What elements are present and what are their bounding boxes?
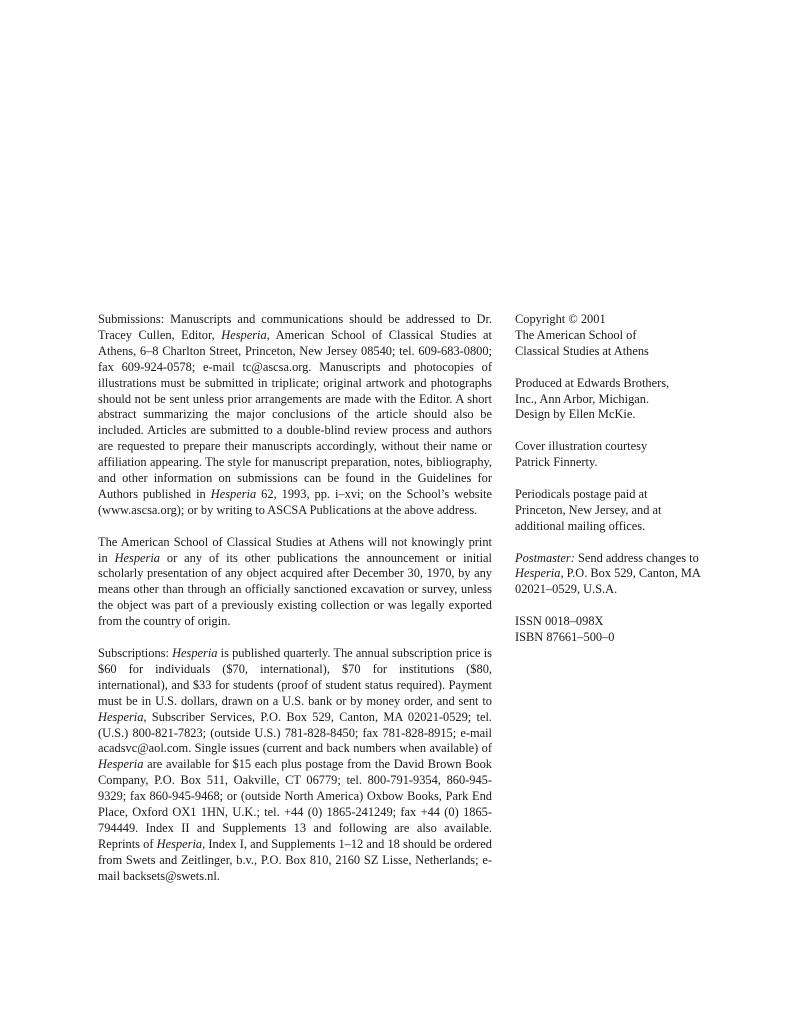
production-line: Inc., Ann Arbor, Michigan. <box>515 391 650 406</box>
italic-title-text: Hesperia <box>172 646 218 660</box>
isbn-line: ISBN 87661–500–0 <box>515 630 615 645</box>
postage-line: Periodicals postage paid at <box>515 486 648 501</box>
text-run: are available for $15 each plus postage from the David Brown Book Company, P.O. Box 511, Oakville, CT 06779; tel. 800-791-9354, 860-945-9329; fax 860-945-9468; or (outside North America) Oxbow Books, Park End Place, Oxford OX1 1HN, U.K.; tel. +44 (0) 1865-241249; fax +44 (0) 1865-794449. Index II and Supplements 13 and following are also available. Reprints of <box>98 757 492 851</box>
issn-isbn-block <box>515 614 715 646</box>
text-run: or any of its other publications the announcement or initial scholarly presentation of any object acquired after December 30, 1970, by any means other than through an officially sanctioned excavation or survey, unless the object was part of a previously existing collection or was legally exported from the country of origin. <box>98 550 492 629</box>
main-column <box>98 312 492 900</box>
italic-title-text: Hesperia, <box>221 327 270 342</box>
production-block <box>515 376 715 424</box>
italic-title-text: Hesperia <box>156 836 203 851</box>
text-run: Subscriber Services, P.O. Box 529, Canton, MA 02021-0529; tel. (U.S.) 800-821-7823; (outside U.S.) 781-828-8450; fax 781-828-8915; e-mail acadsvc@aol.com. Single issues (current and back numbers when available) of <box>98 709 492 756</box>
italic-title-text: Hesperia <box>98 757 144 772</box>
text-run: 62, 1993, pp. i–xvi; on the School’s website (www.ascsa.org); or by writing to ASCSA Publications at the above address. <box>98 486 492 517</box>
copyright-line: The American School of <box>515 327 637 342</box>
copyright-line: Classical Studies at Athens <box>515 343 649 358</box>
text-run: Send address changes to <box>574 550 699 565</box>
cover-credit-line: Patrick Finnerty. <box>515 455 598 470</box>
postage-line: additional mailing offices. <box>515 518 646 533</box>
italic-title-text: Postmaster: <box>515 550 575 565</box>
copyright-line: Copyright © 2001 <box>515 312 606 326</box>
text-run: , P.O. Box 529, Canton, MA 02021–0529, U.S.A. <box>515 566 701 597</box>
text-run: American School of Classical Studies at Athens, 6–8 Charlton Street, Princeton, New Jersey 08540; tel. 609-683-0800; fax 609-924-0578; e-mail tc@ascsa.org. Manuscripts and photocopies of illustrations must be submitted in triplicate; original artwork and photographs should not be sent unless prior arrangements are made with the Editor. A short abstract summarizing the major conclusions of the article should also be included. Articles are submitted to a double-blind review process and authors are requested to prepare their manuscripts accordingly, without their name or affiliation appearing. The style for manuscript preparation, notes, bibliography, and other information on submissions can be found in the Guidelines for Authors published in <box>98 327 492 501</box>
cover-credit-block <box>515 439 715 471</box>
text-run: Submissions: Manuscripts and communications should be addressed to Dr. Tracey Cullen, Editor, <box>98 312 492 342</box>
text-run: Subscriptions: <box>98 646 173 660</box>
acquisition-policy-paragraph <box>98 535 492 630</box>
postage-block <box>515 487 715 535</box>
postmaster-block <box>515 551 715 599</box>
submissions-paragraph <box>98 312 492 519</box>
issn-line: ISSN 0018–098X <box>515 614 604 629</box>
italic-title-text: Hesperia <box>515 566 561 581</box>
text-run: is published quarterly. The annual subscription price is $60 for individuals ($70, international), $70 for institutions ($80, international), and $33 for students (proof of student status required). Payment must be in U.S. dollars, drawn on a U.S. bank or by money order, and sent to <box>98 646 492 708</box>
copyright-block <box>515 312 715 360</box>
production-line: Design by Ellen McKie. <box>515 407 636 422</box>
text-run: The American School of Classical Studies at Athens will not knowingly print in <box>98 534 492 565</box>
subscriptions-paragraph <box>98 646 492 885</box>
cover-credit-line: Cover illustration courtesy <box>515 439 648 454</box>
italic-title-text: Hesperia <box>210 486 257 501</box>
production-line: Produced at Edwards Brothers, <box>515 375 670 390</box>
italic-title-text: Hesperia <box>114 550 160 565</box>
italic-title-text: Hesperia, <box>98 709 147 724</box>
postage-line: Princeton, New Jersey, and at <box>515 502 662 517</box>
text-run: , Index I, and Supplements 1–12 and 18 should be ordered from Swets and Zeitlinger, b.v., P.O. Box 810, 2160 SZ Lisse, Netherlands; e-mail backsets@swets.nl. <box>98 836 492 883</box>
side-column <box>515 312 715 662</box>
